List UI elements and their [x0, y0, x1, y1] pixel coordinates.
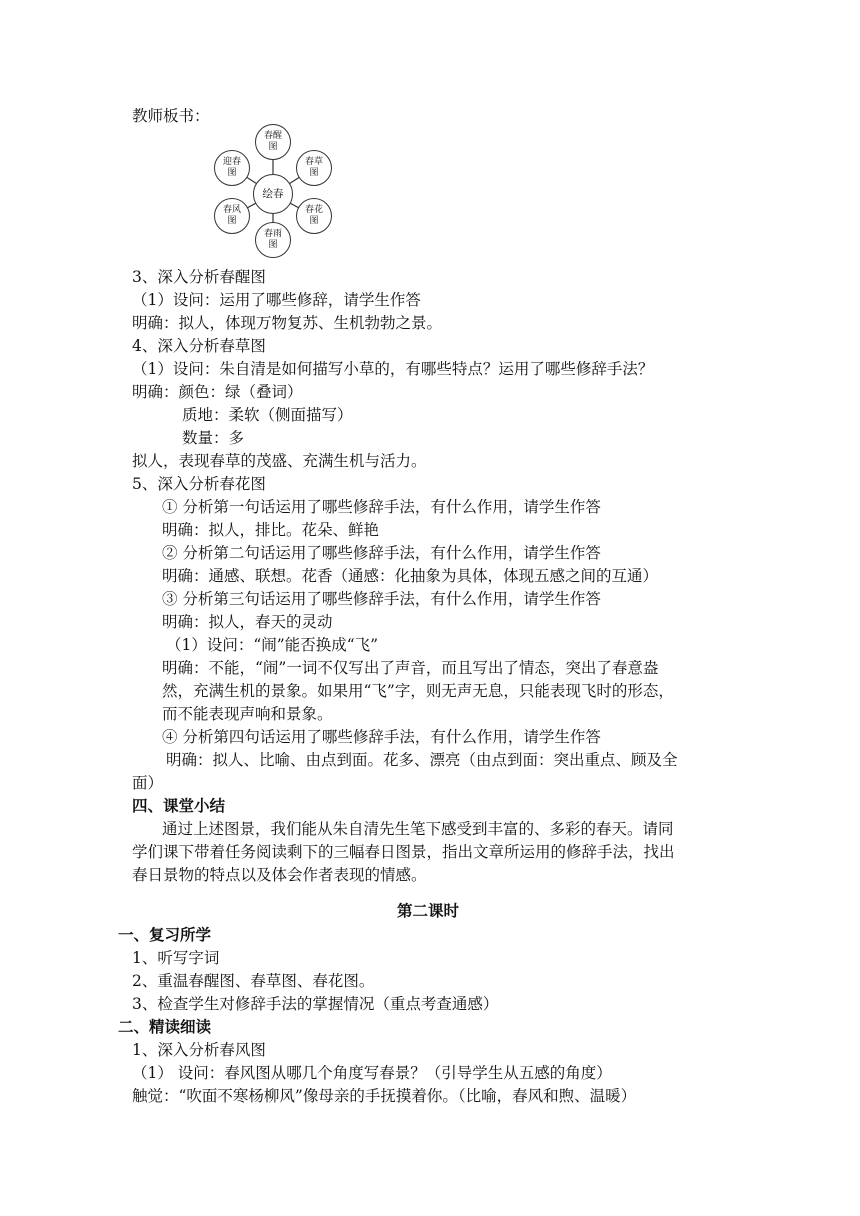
question-5-3: ③ 分析第三句话运用了哪些修辞手法，有什么作用，请学生作答 — [162, 590, 601, 608]
lesson-two-title: 第二课时 — [397, 902, 460, 920]
question-5-1: ① 分析第一句话运用了哪些修辞手法，有什么作用，请学生作答 — [162, 498, 601, 516]
review-item-1: 1、听写字词 — [132, 949, 220, 967]
answer-3: 明确：拟人，体现万物复苏、生机勃勃之景。 — [132, 314, 443, 332]
heading-5: 5、深入分析春花图 — [132, 475, 266, 493]
review-item-2: 2、重温春醒图、春草图、春花图。 — [132, 972, 375, 990]
question-5-3-sub: （1）设问：“闹”能否换成“飞” — [166, 636, 379, 654]
reading-question-1: （1） 设问：春风图从哪几个角度写春景？（引导学生从五感的角度） — [132, 1064, 612, 1082]
node-spring-flower: 春花图 — [296, 198, 332, 234]
heading-3: 3、深入分析春醒图 — [132, 268, 266, 286]
node-spring-wake: 春醒图 — [255, 124, 291, 160]
mind-map-diagram — [206, 120, 366, 264]
answer-5-3-sub-line2: 然，充满生机的景象。如果用“飞”字，则无声无息，只能表现飞时的形态， — [162, 682, 674, 700]
heading-4: 4、深入分析春草图 — [132, 337, 266, 355]
node-spring-wind: 春风图 — [214, 198, 250, 234]
question-5-2: ② 分析第二句话运用了哪些修辞手法，有什么作用，请学生作答 — [162, 544, 601, 562]
section-review-heading: 一、复习所学 — [118, 926, 212, 944]
answer-5-2: 明确：通感、联想。花香（通感：化抽象为具体，体现五感之间的互通） — [162, 567, 659, 585]
answer-4-texture: 质地：柔软（侧面描写） — [182, 406, 353, 424]
answer-5-3-sub-line1: 明确：不能，“闹”一词不仅写出了声音，而且写出了情态，突出了春意盎 — [162, 659, 659, 677]
answer-5-3-sub-line3: 而不能表现声响和景象。 — [162, 705, 333, 723]
answer-4-quantity: 数量：多 — [182, 429, 245, 447]
reading-item-1: 1、深入分析春风图 — [132, 1041, 266, 1059]
question-3: （1）设问：运用了哪些修辞，请学生作答 — [132, 291, 421, 309]
node-spring-rain: 春雨图 — [255, 222, 291, 258]
question-4: （1）设问：朱自清是如何描写小草的，有哪些特点？运用了哪些修辞手法？ — [132, 360, 654, 378]
summary-line2: 学们课下带着任务阅读剩下的三幅春日图景，指出文章所运用的修辞手法，找出 — [132, 843, 675, 861]
node-spring-grass: 春草图 — [296, 150, 332, 186]
board-label: 教师板书： — [132, 107, 210, 125]
node-welcome-spring: 迎春图 — [214, 150, 250, 186]
answer-5-3: 明确：拟人，春天的灵动 — [162, 613, 333, 631]
summary-line3: 春日景物的特点以及体会作者表现的情感。 — [132, 866, 427, 884]
section-summary-heading: 四、课堂小结 — [132, 797, 226, 815]
node-center: 绘春 — [253, 174, 293, 214]
answer-5-4-line1: 明确：拟人、比喻、由点到面。花多、漂亮（由点到面：突出重点、顾及全 — [166, 751, 678, 769]
answer-4-summary: 拟人，表现春草的茂盛、充满生机与活力。 — [132, 452, 427, 470]
reading-answer-touch: 触觉：“吹面不寒杨柳风”像母亲的手抚摸着你。（比喻，春风和煦、温暖） — [132, 1087, 637, 1105]
answer-5-1: 明确：拟人，排比。花朵、鲜艳 — [162, 521, 380, 539]
question-5-4: ④ 分析第四句话运用了哪些修辞手法，有什么作用，请学生作答 — [162, 728, 601, 746]
summary-line1: 通过上述图景，我们能从朱自清先生笔下感受到丰富的、多彩的春天。请同 — [162, 820, 674, 838]
section-reading-heading: 二、精读细读 — [118, 1018, 212, 1036]
answer-5-4-line2: 面） — [132, 774, 164, 792]
review-item-3: 3、检查学生对修辞手法的掌握情况（重点考查通感） — [132, 995, 499, 1013]
answer-4-color: 明确：颜色：绿（叠词） — [132, 383, 303, 401]
